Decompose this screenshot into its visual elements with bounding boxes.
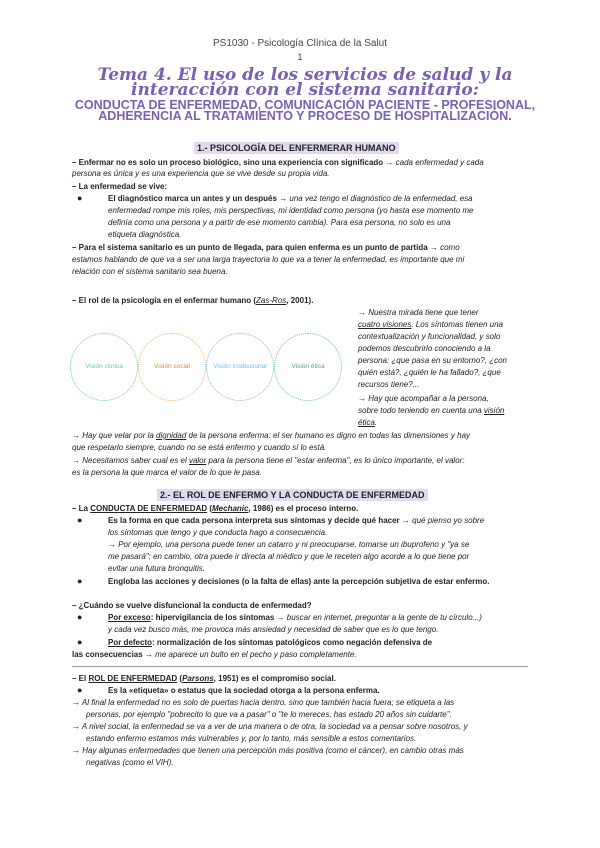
text-bold: Es la forma en que cada persona interpreta sus síntomas y decide qué hacer [108, 516, 400, 525]
circle-vision-clinica [70, 333, 138, 401]
paragraph-line: – La enfermedad se vive: [72, 182, 168, 191]
text: , 1986) es el proceso interno. [248, 504, 359, 513]
page-number: 1 [297, 52, 303, 62]
paragraph-line: los síntomas que tengo y que conducta hago a consecuencia. [108, 528, 328, 537]
circle-label: Visión clínica [85, 363, 123, 370]
paragraph-dignidad [72, 430, 532, 442]
text: → Hay que velar por la [72, 431, 157, 440]
text-underline: visión [483, 406, 505, 415]
paragraph-line: enfermedad rompe mis roles, mis perspectivas, mi identidad como persona (yo hasta ese momento me [108, 206, 474, 215]
text: , 1951) es el compromiso social. [213, 674, 336, 683]
circle-vision-etica [274, 333, 342, 401]
circle-label: Visión ética [291, 363, 325, 370]
running-header: PS1030 - Psicología Clínica de la Salut [213, 38, 387, 49]
text-underline: dignidad [156, 431, 187, 440]
text-underline: ROL DE ENFERMEDAD [88, 674, 178, 683]
right-line: → Hay que acompañar a la persona, [358, 394, 489, 403]
text-bold: : normalización de los síntomas patológicos como negación defensiva de [152, 638, 433, 647]
text: – El [72, 674, 89, 683]
citation: Zas-Ros [256, 296, 287, 305]
bullet-icon: ● [77, 637, 83, 647]
paragraph-line: persona es única y es una experiencia que se vive desde su propia vida. [72, 169, 330, 178]
circle-vision-social [138, 333, 206, 401]
text-underline: valor [188, 456, 207, 465]
text-underline: CONDUCTA DE ENFERMEDAD [90, 504, 208, 513]
bullet-diagnostico [108, 193, 533, 205]
circle-vision-institucional [206, 333, 274, 401]
circle-label: Visión institucional [213, 363, 267, 370]
paragraph-line: me pasará"; en cambio, otra puede ir directa al médico y que le receten algo acorde a lo que tiene por [108, 552, 470, 561]
text-bold: las consecuencias [72, 650, 143, 659]
paragraph-conducta [72, 503, 358, 515]
paragraph-line: estando enfermo estamos más vulnerables y, por lo tanto, más sensible a estos comentarios. [86, 734, 417, 743]
bullet-icon: ● [77, 576, 83, 586]
paragraph-line: relación con el sistema sanitario sea buena. [72, 267, 228, 276]
text-italic: → qué pienso yo sobre [399, 516, 485, 525]
text-underline: cuatro visiones [358, 320, 412, 329]
question-disfuncional: – ¿Cuándo se vuelve disfuncional la conducta de enfermedad? [72, 601, 312, 610]
paragraph-line: es la persona la que marca el valor de lo que le pasa. [72, 468, 262, 477]
paragraph-line: y cada vez busco más, me provoca más ansiedad y necesidad de saber que es lo que tengo. [108, 625, 439, 634]
text-bold: El diagnóstico marca un antes y un después [108, 194, 277, 203]
paragraph-line: personas, por ejemplo "pobrecito lo que va a pasar" o "te lo mereces, has estado 20 años sin cuidarte". [86, 710, 452, 719]
text: . Los síntomas tienen una [411, 320, 503, 329]
bullet-exceso [108, 612, 533, 624]
text: sobre todo teniendo en cuenta una [358, 406, 484, 415]
right-line [358, 417, 377, 429]
text: para la persona tiene el "estar enferma", es lo único importante, el valor: [206, 456, 465, 465]
bullet-icon: ● [77, 515, 83, 525]
paragraph-valor [72, 455, 532, 467]
paragraph-enfermar [72, 157, 532, 169]
circle-label: Visión social [153, 363, 190, 370]
paragraph-line: evitar una futura bronquitis. [108, 564, 205, 573]
paragraph-line: que respetarlo siempre, cuando no se está enfermo y cuando sí lo está. [72, 443, 327, 452]
right-line: podemos descubrirlo conociendo a la [358, 344, 491, 353]
paragraph-rol-enfermedad [72, 673, 336, 685]
text: ( [177, 674, 183, 683]
paragraph-line: etiqueta diagnóstica. [108, 230, 182, 239]
paragraph-line: estamos hablando de que va a ser una larga trayectoria lo que va a tener la enfermedad, es importante que mi [72, 255, 465, 264]
right-line: persona: ¿que pasa en su entorno?, ¿con [358, 356, 507, 365]
section-1-heading: 1.- PSICOLOGÍA DEL ENFERMERAR HUMANO [194, 142, 399, 154]
text: de la persona enferma: el ser humano es digno en todas las dimensiones y hay [186, 431, 471, 440]
bullet-icon: ● [77, 193, 83, 203]
text: → Necesitamos saber cual es el [72, 456, 189, 465]
text-underline: Por exceso [108, 613, 151, 622]
text-underline: ética [358, 418, 375, 427]
paragraph-line: → Por ejemplo, una persona puede tener un catarro y ni preocuparse, tomarse un ibuprofeno y "ya se [108, 540, 470, 549]
paragraph-line: → Hay algunas enfermedades que tienen una percepción más positiva (como el cáncer), en cambio otras más [72, 746, 464, 755]
paragraph-rol [72, 295, 313, 307]
text-bold: , 2001). [286, 296, 314, 305]
divider [72, 666, 528, 667]
text-italic: → buscar en internet, preguntar a la gente de tu círculo...) [274, 613, 482, 622]
paragraph-line: → Al final la enfermedad no es solo de puertas hacia dentro, sino que también hacia fuera; se etiqueta a las [72, 698, 455, 707]
text: ( [207, 504, 213, 513]
paragraph-line: → A nivel social, la enfermedad se va a ver de una manera o de otra, la sociedad va a pensar sobre nosotros, y [72, 722, 468, 731]
section-2-heading: 2.- EL ROL DE ENFERMO Y LA CONDUCTA DE ENFERMEDAD [157, 489, 428, 501]
paragraph-line: negativas (como el VIH). [86, 758, 174, 767]
right-line [358, 319, 533, 331]
paragraph-sistema [72, 242, 532, 254]
text-italic: → una vez tengo el diagnóstico de la enfermedad, esa [276, 194, 473, 203]
bullet-icon: ● [77, 685, 83, 695]
bullet-interpreta [108, 515, 533, 527]
paragraph-line: definía como una persona y a partir de ese momento cambia). Para esa persona, no solo es una [108, 218, 451, 227]
right-line: recursos tiene?... [358, 380, 420, 389]
bullet-engloba: Engloba las acciones y decisiones (o la falta de ellas) ante la percepción subjetiva de estar enfermo. [108, 577, 490, 586]
text-bold: – Enfermar no es solo un proceso biológico, sino una experiencia con significado [72, 158, 384, 167]
citation: Mechanic [212, 504, 249, 513]
bullet-defecto [108, 637, 533, 649]
bullet-icon: ● [77, 612, 83, 622]
text-italic: → me aparece un bulto en el pecho y paso completamente. [142, 650, 357, 659]
citation: Parsons [182, 674, 214, 683]
text-underline: Por defecto [108, 638, 153, 647]
text-italic: → cada enfermedad y cada [383, 158, 484, 167]
right-line: contextualización y funcionalidad, y solo [358, 332, 501, 341]
bullet-etiqueta: Es la «etiqueta» o estatus que la sociedad otorga a la persona enferma. [108, 686, 380, 695]
text-bold: : hipervigilancia de los síntomas [150, 613, 275, 622]
right-line [358, 405, 504, 417]
text-italic: → como [427, 243, 460, 252]
text: . [374, 418, 378, 427]
document-title: Tema 4. El uso de los servicios de salud y la interacción con el sistema sanitario: [97, 65, 513, 100]
text-bold: – El rol de la psicología en el enfermar humano ( [72, 296, 257, 305]
text: – La [72, 504, 91, 513]
document-subtitle: CONDUCTA DE ENFERMEDAD, COMUNICACIÓN PACIENTE - PROFESIONAL, ADHERENCIA AL TRATAMIENTO Y PROCESO DE HOSPITALIZACIÓN. [74, 98, 536, 123]
right-line: → Nuestra mirada tiene que tener [358, 308, 479, 317]
text-bold: – Para el sistema sanitario es un punto de llegada, para quien enferma es un punto de partida [72, 243, 428, 252]
paragraph-line [72, 649, 357, 661]
right-line: quién está?, ¿quién le ha fallado?, ¿que [358, 368, 501, 377]
